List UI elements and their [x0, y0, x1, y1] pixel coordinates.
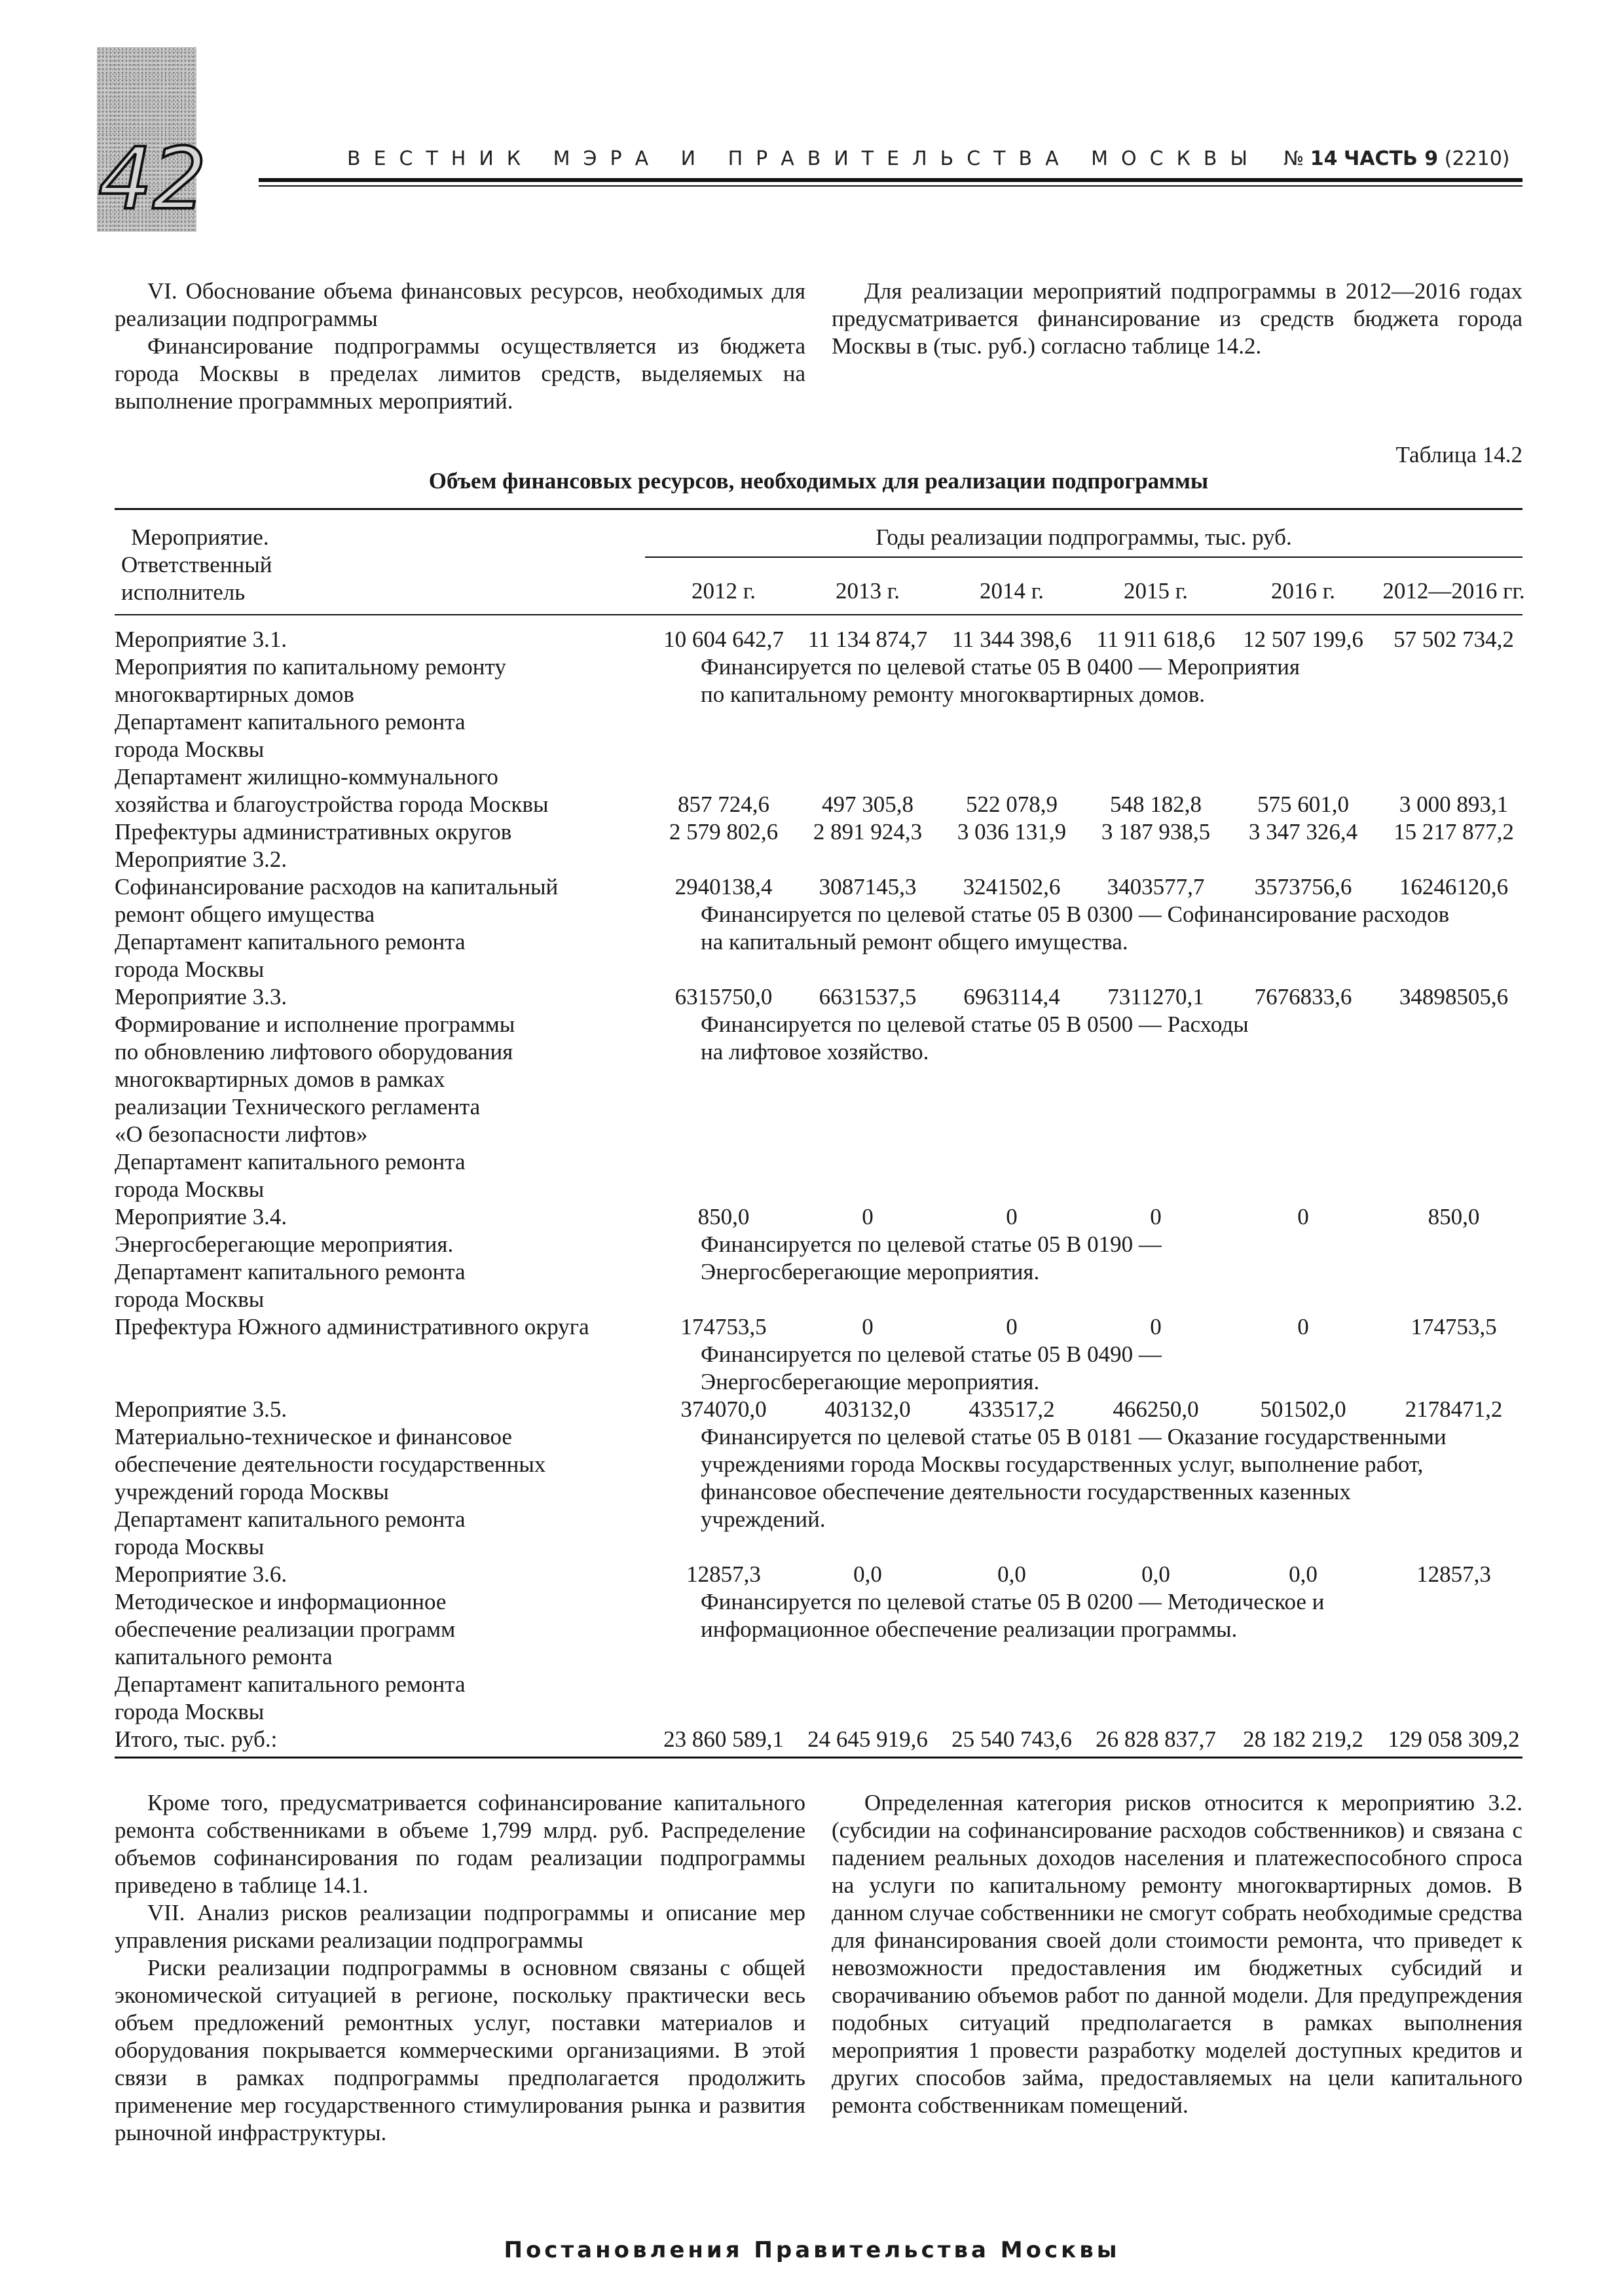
table-cell: 575 601,0: [1257, 792, 1349, 817]
row-label: Формирование и исполнение программы: [115, 1011, 515, 1037]
row-label: города Москвы: [115, 1176, 265, 1202]
table-cell: 403132,0: [824, 1396, 911, 1422]
financing-paragraph: Финансирование подпрограммы осуществляется из бюджета города Москвы в пределах лимитов средств, выделяемых на выполнение программных мероприятий.: [115, 333, 805, 414]
table-cell: 850,0: [697, 1204, 750, 1230]
table-cell: 0: [1297, 1314, 1309, 1339]
table-cell: 501502,0: [1260, 1396, 1346, 1422]
table-cell: 11 344 398,6: [951, 627, 1072, 652]
row-label: Софинансирование расходов на капитальный: [115, 874, 559, 900]
table-cell: 34898505,6: [1399, 984, 1509, 1010]
table-cell: 174753,5: [680, 1314, 767, 1339]
risk-category-paragraph: Определенная категория рисков относится к мероприятию 3.2. (субсидии на софинансирование расходов собственников) и связана с падением реальных доходов населения и платежеспособного спроса на услуги по капитальному ремонту многоквартирных домов. В данном случае собственники не смогут собрать необходимые средства для финансирования своей доли стоимости ремонта, что приведет к невозможности предоставления им бюджетных субсидий и сворачиванию объемов работ по данной модели. Для предупреждения подобных ситуаций предполагается в рамках выполнения мероприятия 1 провести разработку моделей доступных кредитов и других способов займа, предоставляемых на цели капитального ремонта собственникам помещений.: [832, 1790, 1522, 2118]
table-cell: 23 860 589,1: [663, 1726, 784, 1752]
table-cell: 7676833,6: [1254, 984, 1352, 1010]
row-label: хозяйства и благоустройства города Москвы: [115, 792, 549, 817]
head-col1-line2: Ответственный: [121, 552, 272, 577]
table-cell: 2178471,2: [1405, 1396, 1503, 1422]
issue-number: 14: [1310, 147, 1338, 170]
issue-prefix: №: [1283, 147, 1304, 170]
table-caption: Таблица 14.2: [1395, 442, 1522, 467]
row-label: Департамент жилищно-коммунального: [115, 764, 498, 790]
funding-note-line: Финансируется по целевой статье 05 В 0500 — Расходы: [701, 1011, 1249, 1037]
issue-total: (2210): [1444, 147, 1510, 170]
row-label: города Москвы: [115, 737, 265, 762]
row-label: реализации Технического регламента: [115, 1094, 481, 1120]
table-cell: 466250,0: [1113, 1396, 1199, 1422]
row-label: города Москвы: [115, 957, 265, 982]
table-cell: 3 000 893,1: [1399, 792, 1509, 817]
year-header: 2015 г.: [1124, 578, 1188, 604]
funding-note-line: Финансируется по целевой статье 05 В 0181 — Оказание государственными: [701, 1424, 1447, 1449]
table-cell: 174753,5: [1411, 1314, 1497, 1339]
table-cell: 3087145,3: [819, 874, 917, 900]
table-cell: 10 604 642,7: [663, 627, 784, 652]
table-cell: 0: [1297, 1204, 1309, 1230]
cofinancing-paragraph: Кроме того, предусматривается софинансирование капитального ремонта собственниками в объеме 1,799 млрд. руб. Распределение объемов софинансирования по годам реализации подпрограммы приведено в таблице 14.1.: [115, 1790, 805, 1898]
table-cell: 850,0: [1428, 1204, 1480, 1230]
table-cell: 12857,3: [686, 1561, 761, 1587]
row-label: Материально-техническое и финансовое: [115, 1424, 512, 1449]
funding-note-line: на капитальный ремонт общего имущества.: [701, 929, 1128, 955]
funding-note-line: Финансируется по целевой статье 05 В 0400 — Мероприятия: [701, 654, 1301, 680]
row-label: Мероприятие 3.1.: [115, 627, 287, 652]
table-cell: 3573756,6: [1254, 874, 1352, 900]
funding-note-line: по капитальному ремонту многоквартирных домов.: [701, 682, 1206, 707]
journal-title: ВЕСТНИК МЭРА И ПРАВИТЕЛЬСТВА МОСКВЫ: [347, 147, 1261, 170]
row-label: по обновлению лифтового оборудования: [115, 1039, 513, 1065]
top-left-column: [115, 278, 805, 415]
page-footer: Постановления Правительства Москвы: [504, 2237, 1120, 2263]
funding-note-line: Финансируется по целевой статье 05 В 0190 —: [701, 1231, 1162, 1257]
row-label: Департамент капитального ремонта: [115, 1671, 466, 1697]
header-rule-thin: [259, 185, 1522, 187]
row-label: Энергосберегающие мероприятия.: [115, 1231, 454, 1257]
row-label: «О безопасности лифтов»: [115, 1121, 368, 1147]
row-label: Департамент капитального ремонта: [115, 929, 466, 955]
year-header: 2013 г.: [836, 578, 900, 604]
table-cell: 0,0: [1289, 1561, 1318, 1587]
table-head-years-group: Годы реализации подпрограммы, тыс. руб.: [876, 524, 1292, 550]
funding-note-line: Энергосберегающие мероприятия.: [701, 1369, 1040, 1394]
table-cell: 3241502,6: [963, 874, 1061, 900]
table-bottom-rule: [115, 1757, 1522, 1758]
table-cell: 0,0: [997, 1561, 1026, 1587]
table-cell: 0: [862, 1204, 874, 1230]
table-cell: 6315750,0: [674, 984, 773, 1010]
table-cell: 6631537,5: [819, 984, 917, 1010]
table-head-rule: [645, 556, 1522, 558]
table-cell: 0: [1150, 1204, 1162, 1230]
table-head-col1: [115, 524, 272, 606]
table-cell: 0,0: [853, 1561, 882, 1587]
row-label: города Москвы: [115, 1699, 265, 1724]
row-label: Итого, тыс. руб.:: [115, 1726, 278, 1752]
row-label: обеспечение деятельности государственных: [115, 1451, 546, 1477]
table-cell: 28 182 219,2: [1243, 1726, 1363, 1752]
funding-note-line: Финансируется по целевой статье 05 В 0490 —: [701, 1341, 1162, 1367]
table-cell: 374070,0: [680, 1396, 767, 1422]
section-7-heading: VII. Анализ рисков реализации подпрограммы и описание мер управления рисками реализации подпрограммы: [115, 1900, 805, 1953]
table-cell: 12 507 199,6: [1243, 627, 1363, 652]
funding-note-line: учреждениями города Москвы государственных услуг, выполнение работ,: [701, 1451, 1424, 1477]
row-label: Префектуры административных округов: [115, 819, 512, 845]
section-6-heading: VI. Обоснование объема финансовых ресурсов, необходимых для реализации подпрограммы: [115, 278, 805, 331]
year-header: 2012—2016 гг.: [1382, 578, 1525, 604]
funding-note-line: на лифтовое хозяйство.: [701, 1039, 929, 1065]
table-cell: 522 078,9: [966, 792, 1058, 817]
table-cell: 11 134 874,7: [807, 627, 928, 652]
row-label: многоквартирных домов в рамках: [115, 1066, 445, 1092]
bottom-left-column: [115, 1789, 805, 2147]
table-cell: 26 828 837,7: [1096, 1726, 1216, 1752]
funding-note-line: учреждений.: [701, 1506, 826, 1532]
bottom-right-column: [832, 1789, 1522, 2119]
row-label: Мероприятие 3.5.: [115, 1396, 287, 1422]
issue-part: ЧАСТЬ 9: [1344, 147, 1439, 170]
row-label: Префектура Южного административного округа: [115, 1314, 589, 1339]
row-label: Мероприятие 3.4.: [115, 1204, 287, 1230]
row-label: Мероприятие 3.2.: [115, 847, 287, 872]
table-cell: 3 036 131,9: [957, 819, 1067, 845]
table-cell: 0: [862, 1314, 874, 1339]
risks-paragraph: Риски реализации подпрограммы в основном связаны с общей экономической ситуацией в регионе, поскольку практически весь объем предложений ремонтных услуг, поставки материалов и оборудования покрывается коммерческими организациями. В этой связи в рамках подпрограммы предполагается продолжить применение мер государственного стимулирования рынка и развития рыночной инфраструктуры.: [115, 1955, 805, 2145]
table-cell: 2 579 802,6: [669, 819, 779, 845]
row-label: учреждений города Москвы: [115, 1479, 389, 1504]
table-cell: 15 217 877,2: [1393, 819, 1514, 845]
table-cell: 7311270,1: [1107, 984, 1204, 1010]
table-head-bottom-rule: [115, 614, 1522, 615]
table-cell: 2 891 924,3: [813, 819, 923, 845]
funding-years-paragraph: Для реализации мероприятий подпрограммы в 2012—2016 годах предусматривается финансирование из средств бюджета города Москвы в (тыс. руб.) согласно таблице 14.2.: [832, 278, 1522, 359]
table-cell: 497 305,8: [822, 792, 913, 817]
row-label: города Москвы: [115, 1534, 265, 1559]
table-cell: 2940138,4: [674, 874, 773, 900]
row-label: Мероприятие 3.3.: [115, 984, 287, 1010]
row-label: ремонт общего имущества: [115, 902, 375, 927]
year-header: 2012 г.: [692, 578, 756, 604]
table-cell: 16246120,6: [1399, 874, 1509, 900]
row-label: Департамент капитального ремонта: [115, 1506, 466, 1532]
row-label: Методическое и информационное: [115, 1589, 447, 1614]
row-label: Мероприятия по капитальному ремонту: [115, 654, 506, 680]
table-cell: 129 058 309,2: [1388, 1726, 1520, 1752]
table-top-rule: [115, 508, 1522, 510]
table-cell: 0: [1006, 1314, 1018, 1339]
row-label: обеспечение реализации программ: [115, 1616, 456, 1642]
funding-note-line: Финансируется по целевой статье 05 В 0200 — Методическое и: [701, 1589, 1325, 1614]
row-label: капитального ремонта: [115, 1644, 333, 1669]
row-label: многоквартирных домов: [115, 682, 354, 707]
table-cell: 25 540 743,6: [951, 1726, 1072, 1752]
header-rule: [259, 178, 1522, 182]
head-col1-line1: Мероприятие.: [131, 524, 269, 550]
funding-note-line: финансовое обеспечение деятельности государственных казенных: [701, 1479, 1351, 1504]
year-header: 2014 г.: [980, 578, 1044, 604]
table-cell: 3403577,7: [1107, 874, 1205, 900]
row-label: города Москвы: [115, 1286, 265, 1312]
table-cell: 3 187 938,5: [1101, 819, 1211, 845]
funding-note-line: информационное обеспечение реализации программы.: [701, 1616, 1238, 1642]
table-cell: 0: [1006, 1204, 1018, 1230]
funding-note-line: Финансируется по целевой статье 05 В 0300 — Софинансирование расходов: [701, 902, 1450, 927]
funding-note-line: Энергосберегающие мероприятия.: [701, 1259, 1040, 1285]
issue-info: [1283, 147, 1510, 170]
table-cell: 548 182,8: [1110, 792, 1202, 817]
page-number: 42: [98, 129, 207, 228]
table-cell: 11 911 618,6: [1096, 627, 1215, 652]
table-cell: 857 724,6: [678, 792, 769, 817]
table-cell: 12857,3: [1416, 1561, 1491, 1587]
table-cell: 24 645 919,6: [807, 1726, 928, 1752]
table-cell: 433517,2: [969, 1396, 1055, 1422]
year-header: 2016 г.: [1271, 578, 1335, 604]
row-label: Департамент капитального ремонта: [115, 709, 466, 735]
table-cell: 0,0: [1141, 1561, 1170, 1587]
table-cell: 57 502 734,2: [1393, 627, 1514, 652]
table-cell: 0: [1150, 1314, 1162, 1339]
row-label: Мероприятие 3.6.: [115, 1561, 287, 1587]
table-cell: 3 347 326,4: [1248, 819, 1358, 845]
row-label: Департамент капитального ремонта: [115, 1149, 466, 1175]
head-col1-line3: исполнитель: [121, 579, 246, 605]
table-title: Объем финансовых ресурсов, необходимых для реализации подпрограммы: [428, 468, 1209, 494]
top-right-column: [832, 278, 1522, 360]
table-cell: 6963114,4: [963, 984, 1060, 1010]
row-label: Департамент капитального ремонта: [115, 1259, 466, 1285]
